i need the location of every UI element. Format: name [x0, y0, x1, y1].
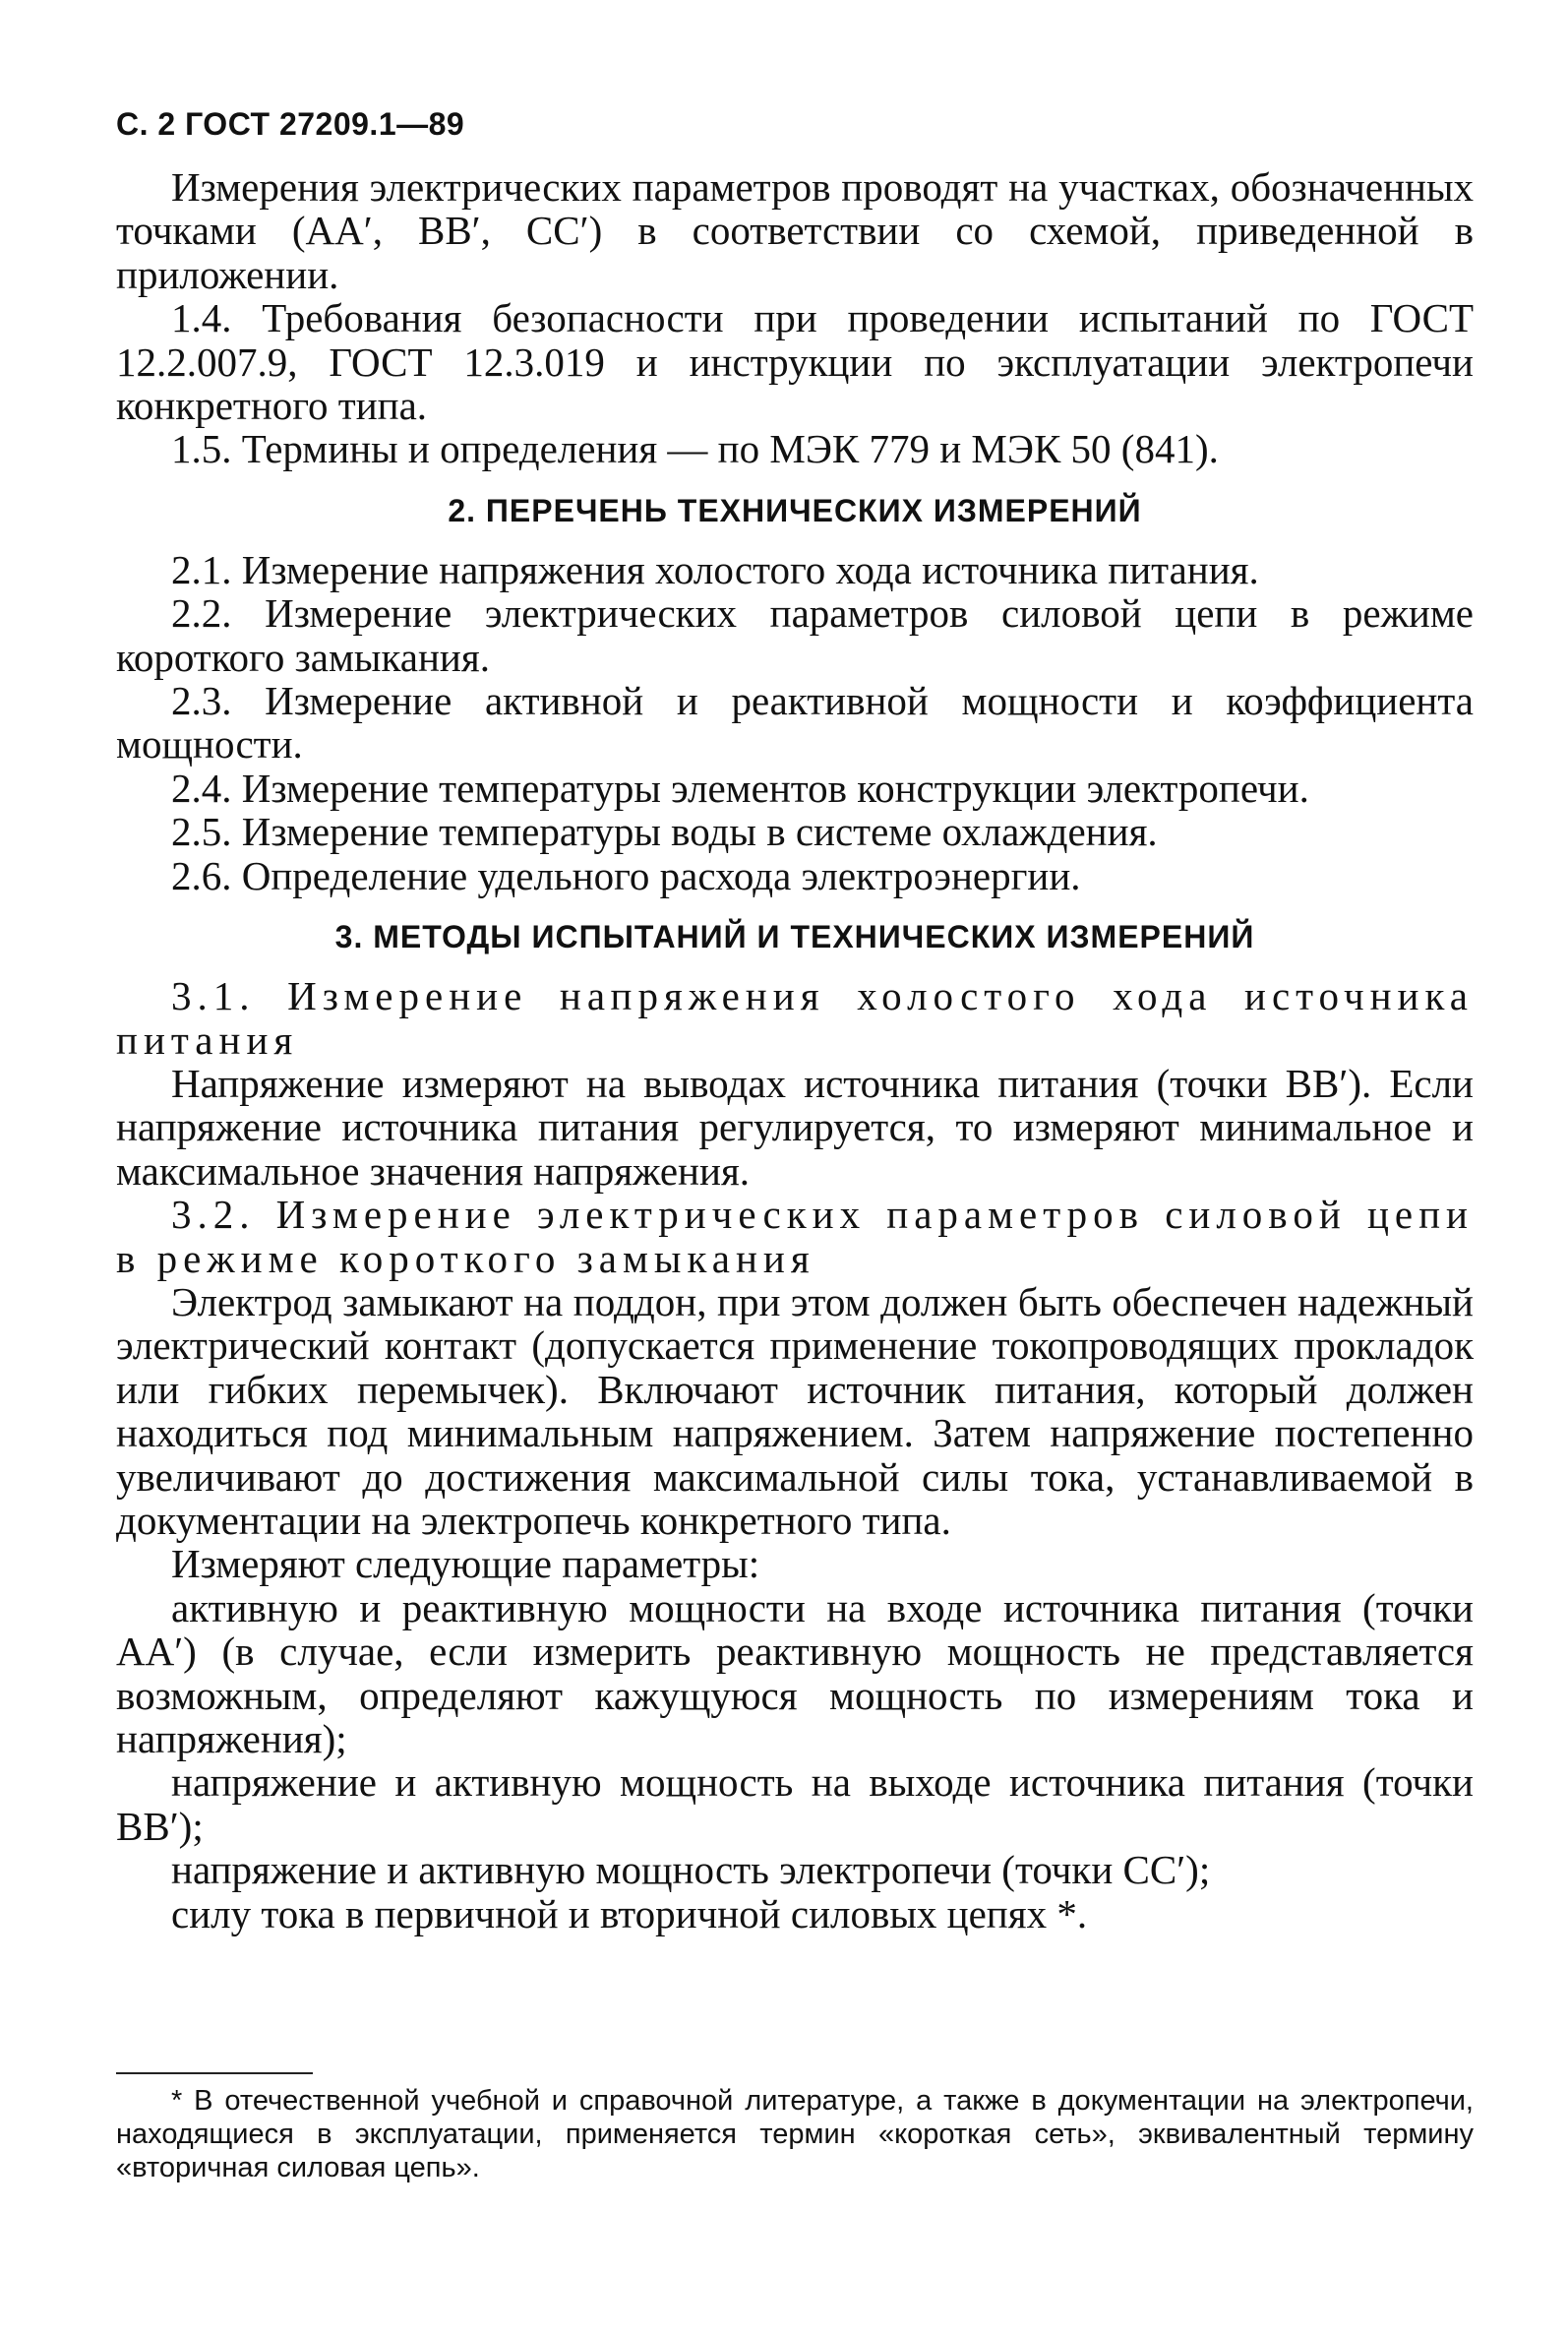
paragraph-1-5: 1.5. Термины и определения — по МЭК 779 и МЭК 50 (841). — [171, 426, 1219, 472]
measure-intro: Измеряют следующие параметры: — [171, 1541, 760, 1587]
section-2-heading: 2. ПЕРЕЧЕНЬ ТЕХНИЧЕСКИХ ИЗМЕРЕНИЙ — [448, 492, 1142, 528]
list-item: 2.3. Измерение активной и реактивной мощности и коэффициента мощности. — [116, 678, 1474, 768]
subsection-3-2-text: Электрод замыкают на поддон, при этом должен быть обеспечен надежный электрический контакт (допускается применение токопроводящих прокладок или гибких перемычек). Включают источник питания, который должен находиться под минимальным напряжением. Затем напряжение постепенно увеличивают до достижения максимальной силы тока, устанавливаемой в документации на электропечь конкретного типа. — [116, 1278, 1474, 1543]
list-item: 2.4. Измерение температуры элементов конструкции электропечи. — [171, 765, 1309, 811]
paragraph-1-4: 1.4. Требования безопасности при проведении испытаний по ГОСТ 12.2.007.9, ГОСТ 12.3.019 и инструкции по эксплуатации электропечи конкретного типа. — [116, 295, 1474, 429]
footnote: * В отечественной учебной и справочной литературе, а также в документации на электропечи, находящиеся в эксплуатации, применяется термин «короткая сеть», эквивалентный термину «вторичная силовая цепь». — [116, 2085, 1474, 2183]
list-item: 2.2. Измерение электрических параметров силовой цепи в режиме короткого замыкания. — [116, 590, 1474, 680]
list-item: напряжение и активную мощность электропечи (точки CC′); — [171, 1847, 1211, 1893]
list-item: 2.5. Измерение температуры воды в системе охлаждения. — [171, 809, 1158, 855]
list-item: 2.6. Определение удельного расхода электроэнергии. — [171, 852, 1081, 898]
list-item: активную и реактивную мощности на входе источника питания (точки AA′) (в случае, если измерить реактивную мощность не представляется возможным, определяют кажущуюся мощность по измерениям тока и напряжения); — [116, 1584, 1474, 1761]
section-3-heading: 3. МЕТОДЫ ИСПЫТАНИЙ И ТЕХНИЧЕСКИХ ИЗМЕРЕНИЙ — [334, 919, 1255, 955]
list-item: напряжение и активную мощность на выходе источника питания (точки BB′); — [116, 1759, 1474, 1849]
subsection-3-1-text: Напряжение измеряют на выводах источника питания (точки BB′). Если напряжение источника питания регулируется, то измеряют минимальное и максимальное значения напряжения. — [116, 1060, 1474, 1194]
footnote-divider — [116, 2072, 313, 2074]
list-item: силу тока в первичной и вторичной силовых цепях *. — [171, 1890, 1088, 1936]
document-body — [116, 165, 1474, 1936]
list-item: 2.1. Измерение напряжения холостого хода источника питания. — [171, 546, 1259, 592]
subsection-3-1-title: 3.1. Измерение напряжения холостого хода источника питания — [116, 973, 1474, 1063]
page-header: С. 2 ГОСТ 27209.1—89 — [116, 106, 465, 142]
subsection-3-2-title: 3.2. Измерение электрических параметров силовой цепи в режиме короткого замыкания — [116, 1192, 1474, 1281]
paragraph-measurement-points: Измерения электрических параметров проводят на участках, обозначенных точками (AA′, BB′, CC′) в соответствии со схемой, приведенной в приложении. — [116, 164, 1474, 297]
